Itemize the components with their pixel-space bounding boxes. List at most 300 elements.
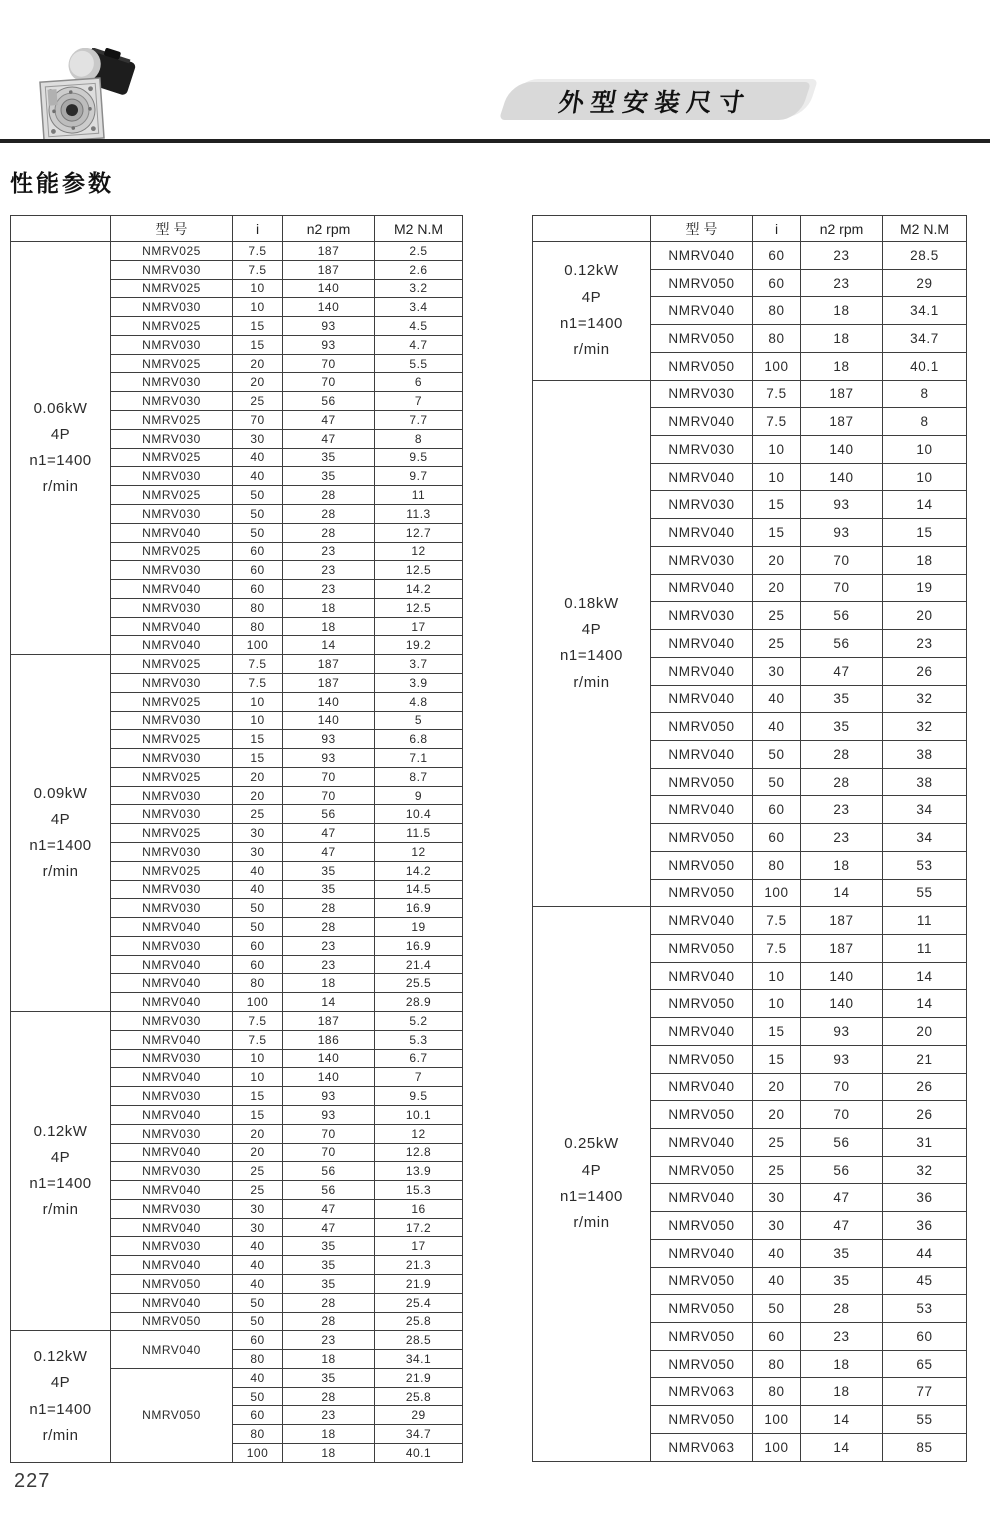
cell-ratio: 20	[233, 1143, 283, 1162]
cell-speed: 18	[801, 352, 883, 380]
cell-ratio: 60	[753, 242, 801, 270]
cell-torque: 10.4	[375, 805, 463, 824]
cell-model: NMRV030	[111, 805, 233, 824]
cell-torque: 25.8	[375, 1312, 463, 1331]
cell-torque: 36	[883, 1212, 967, 1240]
column-header-group	[533, 216, 651, 242]
cell-speed: 18	[801, 1378, 883, 1406]
cell-torque: 8	[883, 380, 967, 408]
cell-torque: 12	[375, 843, 463, 862]
cell-speed: 93	[283, 1087, 375, 1106]
cell-model: NMRV030	[111, 1012, 233, 1031]
cell-ratio: 50	[233, 504, 283, 523]
cell-model: NMRV040	[111, 1105, 233, 1124]
cell-model: NMRV030	[651, 380, 753, 408]
cell-speed: 140	[283, 1068, 375, 1087]
cell-model: NMRV050	[651, 1101, 753, 1129]
cell-model: NMRV050	[651, 1045, 753, 1073]
cell-torque: 8	[375, 429, 463, 448]
cell-torque: 12	[375, 1124, 463, 1143]
cell-torque: 28.9	[375, 993, 463, 1012]
cell-ratio: 25	[753, 1129, 801, 1157]
cell-torque: 16	[375, 1199, 463, 1218]
cell-speed: 187	[801, 380, 883, 408]
cell-speed: 93	[283, 749, 375, 768]
cell-ratio: 20	[233, 373, 283, 392]
cell-speed: 28	[801, 1295, 883, 1323]
cell-ratio: 30	[233, 1199, 283, 1218]
cell-model: NMRV050	[651, 879, 753, 907]
cell-model: NMRV030	[111, 504, 233, 523]
cell-speed: 56	[283, 392, 375, 411]
cell-torque: 34.7	[375, 1425, 463, 1444]
cell-model: NMRV030	[651, 436, 753, 464]
cell-ratio: 20	[753, 1101, 801, 1129]
cell-speed: 70	[283, 1124, 375, 1143]
cell-speed: 18	[801, 851, 883, 879]
cell-ratio: 50	[753, 1295, 801, 1323]
cell-ratio: 100	[233, 636, 283, 655]
cell-speed: 23	[283, 1331, 375, 1350]
cell-ratio: 40	[753, 1267, 801, 1295]
cell-speed: 35	[283, 880, 375, 899]
cell-ratio: 10	[753, 436, 801, 464]
cell-ratio: 7.5	[233, 260, 283, 279]
cell-model: NMRV050	[651, 325, 753, 353]
cell-model: NMRV030	[111, 880, 233, 899]
cell-torque: 60	[883, 1323, 967, 1351]
cell-speed: 140	[801, 962, 883, 990]
cell-model: NMRV040	[651, 1073, 753, 1101]
cell-model: NMRV030	[111, 1199, 233, 1218]
cell-torque: 40.1	[883, 352, 967, 380]
cell-model: NMRV050	[111, 1312, 233, 1331]
cell-torque: 9.7	[375, 467, 463, 486]
cell-torque: 29	[883, 269, 967, 297]
cell-model: NMRV050	[651, 1323, 753, 1351]
cell-model: NMRV025	[111, 692, 233, 711]
cell-ratio: 60	[233, 936, 283, 955]
cell-ratio: 60	[753, 269, 801, 297]
cell-model: NMRV030	[111, 298, 233, 317]
cell-speed: 70	[283, 373, 375, 392]
cell-ratio: 80	[753, 851, 801, 879]
cell-model: NMRV025	[111, 448, 233, 467]
cell-ratio: 60	[233, 580, 283, 599]
cell-model: NMRV040	[111, 1030, 233, 1049]
cell-ratio: 15	[233, 1087, 283, 1106]
cell-speed: 140	[801, 463, 883, 491]
cell-model: NMRV030	[111, 1124, 233, 1143]
cell-torque: 14	[883, 491, 967, 519]
cell-ratio: 50	[233, 486, 283, 505]
cell-speed: 47	[283, 1199, 375, 1218]
column-header-speed: n2 rpm	[801, 216, 883, 242]
cell-ratio: 30	[233, 1218, 283, 1237]
cell-ratio: 10	[753, 463, 801, 491]
cell-torque: 2.6	[375, 260, 463, 279]
cell-model: NMRV040	[111, 523, 233, 542]
cell-ratio: 40	[233, 1368, 283, 1387]
cell-model: NMRV025	[111, 317, 233, 336]
cell-torque: 10.1	[375, 1105, 463, 1124]
cell-torque: 11	[883, 934, 967, 962]
cell-ratio: 20	[233, 786, 283, 805]
cell-model: NMRV040	[111, 1256, 233, 1275]
power-group-label: 0.12kW 4P n1=1400 r/min	[11, 1012, 111, 1331]
cell-speed: 93	[283, 1105, 375, 1124]
cell-ratio: 40	[233, 448, 283, 467]
cell-speed: 14	[283, 636, 375, 655]
cell-torque: 16.9	[375, 899, 463, 918]
cell-speed: 23	[283, 955, 375, 974]
cell-speed: 18	[283, 1444, 375, 1463]
cell-speed: 35	[283, 448, 375, 467]
cell-model: NMRV030	[111, 260, 233, 279]
cell-torque: 14.5	[375, 880, 463, 899]
cell-speed: 28	[283, 1387, 375, 1406]
cell-speed: 28	[283, 1312, 375, 1331]
cell-torque: 17	[375, 617, 463, 636]
cell-torque: 25.5	[375, 974, 463, 993]
cell-model: NMRV050	[651, 352, 753, 380]
cell-model: NMRV050	[651, 713, 753, 741]
cell-ratio: 30	[233, 824, 283, 843]
cell-model: NMRV040	[111, 636, 233, 655]
cell-ratio: 40	[753, 713, 801, 741]
cell-ratio: 15	[753, 1018, 801, 1046]
cell-model: NMRV040	[651, 1184, 753, 1212]
cell-ratio: 50	[233, 523, 283, 542]
cell-ratio: 10	[753, 990, 801, 1018]
cell-speed: 47	[283, 429, 375, 448]
cell-torque: 17.2	[375, 1218, 463, 1237]
cell-model: NMRV040	[651, 408, 753, 436]
cell-torque: 9	[375, 786, 463, 805]
cell-torque: 15.3	[375, 1181, 463, 1200]
cell-speed: 70	[801, 574, 883, 602]
cell-model: NMRV040	[111, 1218, 233, 1237]
gearbox-product-photo	[28, 48, 146, 146]
cell-speed: 187	[801, 934, 883, 962]
power-group-label: 0.09kW 4P n1=1400 r/min	[11, 655, 111, 1012]
cell-model: NMRV030	[111, 1087, 233, 1106]
cell-ratio: 15	[233, 730, 283, 749]
cell-speed: 28	[283, 486, 375, 505]
cell-model: NMRV025	[111, 767, 233, 786]
cell-ratio: 60	[233, 561, 283, 580]
cell-speed: 35	[283, 1368, 375, 1387]
cell-model: NMRV030	[111, 373, 233, 392]
cell-model: NMRV030	[111, 899, 233, 918]
cell-speed: 23	[283, 580, 375, 599]
cell-speed: 140	[283, 298, 375, 317]
cell-model: NMRV050	[651, 1156, 753, 1184]
cell-torque: 12.8	[375, 1143, 463, 1162]
cell-speed: 47	[283, 1218, 375, 1237]
cell-torque: 25.8	[375, 1387, 463, 1406]
cell-ratio: 80	[233, 974, 283, 993]
cell-torque: 7	[375, 1068, 463, 1087]
cell-model: NMRV025	[111, 411, 233, 430]
cell-model: NMRV040	[651, 463, 753, 491]
cell-model: NMRV040	[111, 617, 233, 636]
cell-speed: 140	[801, 990, 883, 1018]
cell-model: NMRV030	[651, 546, 753, 574]
cell-torque: 21.4	[375, 955, 463, 974]
cell-torque: 44	[883, 1239, 967, 1267]
power-group-label: 0.12kW 4P n1=1400 r/min	[11, 1331, 111, 1462]
cell-speed: 18	[283, 1425, 375, 1444]
cell-torque: 2.5	[375, 242, 463, 261]
cell-speed: 93	[801, 1045, 883, 1073]
cell-speed: 35	[801, 713, 883, 741]
cell-ratio: 15	[753, 491, 801, 519]
cell-speed: 187	[283, 242, 375, 261]
cell-torque: 34	[883, 824, 967, 852]
cell-ratio: 7.5	[753, 907, 801, 935]
cell-model: NMRV050	[651, 1406, 753, 1434]
cell-model: NMRV040	[651, 657, 753, 685]
cell-ratio: 10	[233, 298, 283, 317]
cell-torque: 4.7	[375, 335, 463, 354]
cell-torque: 8	[883, 408, 967, 436]
cell-ratio: 70	[233, 411, 283, 430]
cell-torque: 3.9	[375, 673, 463, 692]
cell-torque: 53	[883, 1295, 967, 1323]
cell-speed: 140	[283, 1049, 375, 1068]
cell-torque: 14.2	[375, 580, 463, 599]
cell-speed: 23	[283, 561, 375, 580]
cell-model: NMRV050	[651, 768, 753, 796]
cell-speed: 140	[283, 692, 375, 711]
cell-ratio: 60	[233, 1406, 283, 1425]
cell-speed: 14	[283, 993, 375, 1012]
cell-speed: 187	[801, 907, 883, 935]
cell-model: NMRV030	[111, 1049, 233, 1068]
cell-torque: 5.3	[375, 1030, 463, 1049]
cell-torque: 12.5	[375, 598, 463, 617]
cell-speed: 14	[801, 1406, 883, 1434]
cell-speed: 187	[283, 655, 375, 674]
cell-model: NMRV030	[111, 429, 233, 448]
cell-speed: 23	[283, 542, 375, 561]
cell-torque: 14	[883, 990, 967, 1018]
cell-ratio: 7.5	[753, 934, 801, 962]
cell-ratio: 10	[233, 711, 283, 730]
cell-model: NMRV050	[651, 851, 753, 879]
cell-ratio: 40	[753, 1239, 801, 1267]
table-row	[11, 655, 463, 674]
cell-ratio: 20	[753, 546, 801, 574]
cell-torque: 4.5	[375, 317, 463, 336]
cell-ratio: 60	[233, 955, 283, 974]
header-banner	[505, 82, 805, 120]
cell-torque: 9.5	[375, 448, 463, 467]
cell-ratio: 40	[233, 861, 283, 880]
cell-speed: 93	[801, 1018, 883, 1046]
cell-speed: 23	[283, 1406, 375, 1425]
cell-speed: 140	[801, 436, 883, 464]
cell-ratio: 25	[233, 1162, 283, 1181]
cell-model: NMRV040	[651, 1129, 753, 1157]
cell-torque: 5	[375, 711, 463, 730]
cell-ratio: 15	[233, 1105, 283, 1124]
cell-torque: 36	[883, 1184, 967, 1212]
cell-speed: 47	[801, 1184, 883, 1212]
cell-ratio: 30	[753, 1184, 801, 1212]
cell-torque: 7	[375, 392, 463, 411]
cell-ratio: 50	[233, 1312, 283, 1331]
cell-speed: 70	[801, 1101, 883, 1129]
cell-speed: 187	[283, 260, 375, 279]
cell-torque: 26	[883, 657, 967, 685]
cell-ratio: 40	[233, 1274, 283, 1293]
cell-torque: 7.1	[375, 749, 463, 768]
cell-ratio: 25	[753, 602, 801, 630]
cell-model: NMRV040	[651, 907, 753, 935]
cell-ratio: 15	[233, 749, 283, 768]
cell-speed: 14	[801, 879, 883, 907]
cell-torque: 7.7	[375, 411, 463, 430]
cell-ratio: 15	[753, 1045, 801, 1073]
cell-ratio: 15	[753, 519, 801, 547]
cell-torque: 85	[883, 1433, 967, 1461]
cell-ratio: 10	[233, 279, 283, 298]
cell-torque: 14.2	[375, 861, 463, 880]
cell-torque: 13.9	[375, 1162, 463, 1181]
cell-ratio: 80	[233, 1350, 283, 1369]
table-row	[533, 907, 967, 935]
cell-torque: 9.5	[375, 1087, 463, 1106]
cell-speed: 70	[283, 354, 375, 373]
cell-torque: 65	[883, 1350, 967, 1378]
cell-speed: 28	[283, 504, 375, 523]
cell-speed: 93	[801, 491, 883, 519]
cell-ratio: 25	[753, 630, 801, 658]
cell-speed: 187	[283, 673, 375, 692]
cell-torque: 19	[883, 574, 967, 602]
column-header-ratio: i	[233, 216, 283, 242]
cell-model: NMRV030	[111, 711, 233, 730]
cell-model: NMRV050	[651, 934, 753, 962]
cell-model: NMRV050	[651, 1267, 753, 1295]
cell-speed: 35	[283, 467, 375, 486]
cell-torque: 11.3	[375, 504, 463, 523]
gearbox-motor-icon	[28, 48, 146, 146]
cell-speed: 56	[801, 1129, 883, 1157]
cell-torque: 34.7	[883, 325, 967, 353]
cell-model: NMRV040	[651, 630, 753, 658]
cell-ratio: 40	[233, 1237, 283, 1256]
cell-torque: 34.1	[883, 297, 967, 325]
cell-speed: 28	[801, 768, 883, 796]
cell-torque: 25.4	[375, 1293, 463, 1312]
cell-model: NMRV040	[651, 796, 753, 824]
power-group-label: 0.12kW 4P n1=1400 r/min	[533, 242, 651, 381]
cell-speed: 47	[283, 411, 375, 430]
cell-ratio: 20	[233, 767, 283, 786]
cell-model: NMRV025	[111, 655, 233, 674]
cell-model: NMRV050	[651, 1295, 753, 1323]
cell-torque: 55	[883, 879, 967, 907]
cell-torque: 12.7	[375, 523, 463, 542]
cell-model: NMRV040	[651, 685, 753, 713]
cell-torque: 4.8	[375, 692, 463, 711]
cell-speed: 93	[283, 317, 375, 336]
cell-model: NMRV025	[111, 354, 233, 373]
cell-ratio: 50	[233, 899, 283, 918]
cell-model: NMRV030	[111, 467, 233, 486]
cell-model: NMRV030	[111, 673, 233, 692]
cell-model: NMRV040	[111, 1181, 233, 1200]
cell-ratio: 80	[233, 1425, 283, 1444]
cell-ratio: 100	[753, 352, 801, 380]
cell-ratio: 7.5	[233, 1030, 283, 1049]
cell-model: NMRV030	[111, 335, 233, 354]
cell-model: NMRV040	[111, 1331, 233, 1369]
cell-ratio: 10	[233, 692, 283, 711]
cell-torque: 55	[883, 1406, 967, 1434]
cell-speed: 23	[801, 269, 883, 297]
cell-torque: 20	[883, 602, 967, 630]
cell-torque: 11	[375, 486, 463, 505]
cell-ratio: 50	[233, 1293, 283, 1312]
cell-torque: 21.3	[375, 1256, 463, 1275]
cell-ratio: 60	[753, 824, 801, 852]
table-row	[11, 1012, 463, 1031]
cell-torque: 31	[883, 1129, 967, 1157]
cell-speed: 28	[283, 1293, 375, 1312]
cell-ratio: 60	[753, 1323, 801, 1351]
cell-model: NMRV040	[651, 574, 753, 602]
cell-speed: 18	[283, 974, 375, 993]
cell-torque: 12	[375, 542, 463, 561]
table-row	[11, 1331, 463, 1350]
cell-speed: 56	[283, 805, 375, 824]
cell-model: NMRV030	[111, 1162, 233, 1181]
cell-torque: 21.9	[375, 1274, 463, 1293]
cell-torque: 29	[375, 1406, 463, 1425]
power-group-label: 0.06kW 4P n1=1400 r/min	[11, 242, 111, 655]
cell-model: NMRV040	[111, 1293, 233, 1312]
cell-model: NMRV030	[651, 602, 753, 630]
column-header-group	[11, 216, 111, 242]
cell-speed: 187	[801, 408, 883, 436]
cell-ratio: 80	[753, 325, 801, 353]
cell-model: NMRV040	[651, 519, 753, 547]
cell-speed: 186	[283, 1030, 375, 1049]
cell-ratio: 40	[753, 685, 801, 713]
cell-speed: 18	[283, 617, 375, 636]
cell-model: NMRV025	[111, 542, 233, 561]
cell-speed: 18	[801, 325, 883, 353]
header-row	[533, 216, 967, 242]
cell-ratio: 7.5	[233, 1012, 283, 1031]
cell-ratio: 7.5	[233, 673, 283, 692]
cell-ratio: 25	[233, 392, 283, 411]
cell-speed: 56	[801, 1156, 883, 1184]
cell-model: NMRV025	[111, 486, 233, 505]
performance-table-left	[10, 215, 463, 1463]
cell-ratio: 30	[753, 657, 801, 685]
cell-torque: 28.5	[883, 242, 967, 270]
cell-torque: 28.5	[375, 1331, 463, 1350]
cell-ratio: 40	[233, 467, 283, 486]
cell-ratio: 80	[753, 1350, 801, 1378]
cell-speed: 187	[283, 1012, 375, 1031]
column-header-model: 型 号	[111, 216, 233, 242]
